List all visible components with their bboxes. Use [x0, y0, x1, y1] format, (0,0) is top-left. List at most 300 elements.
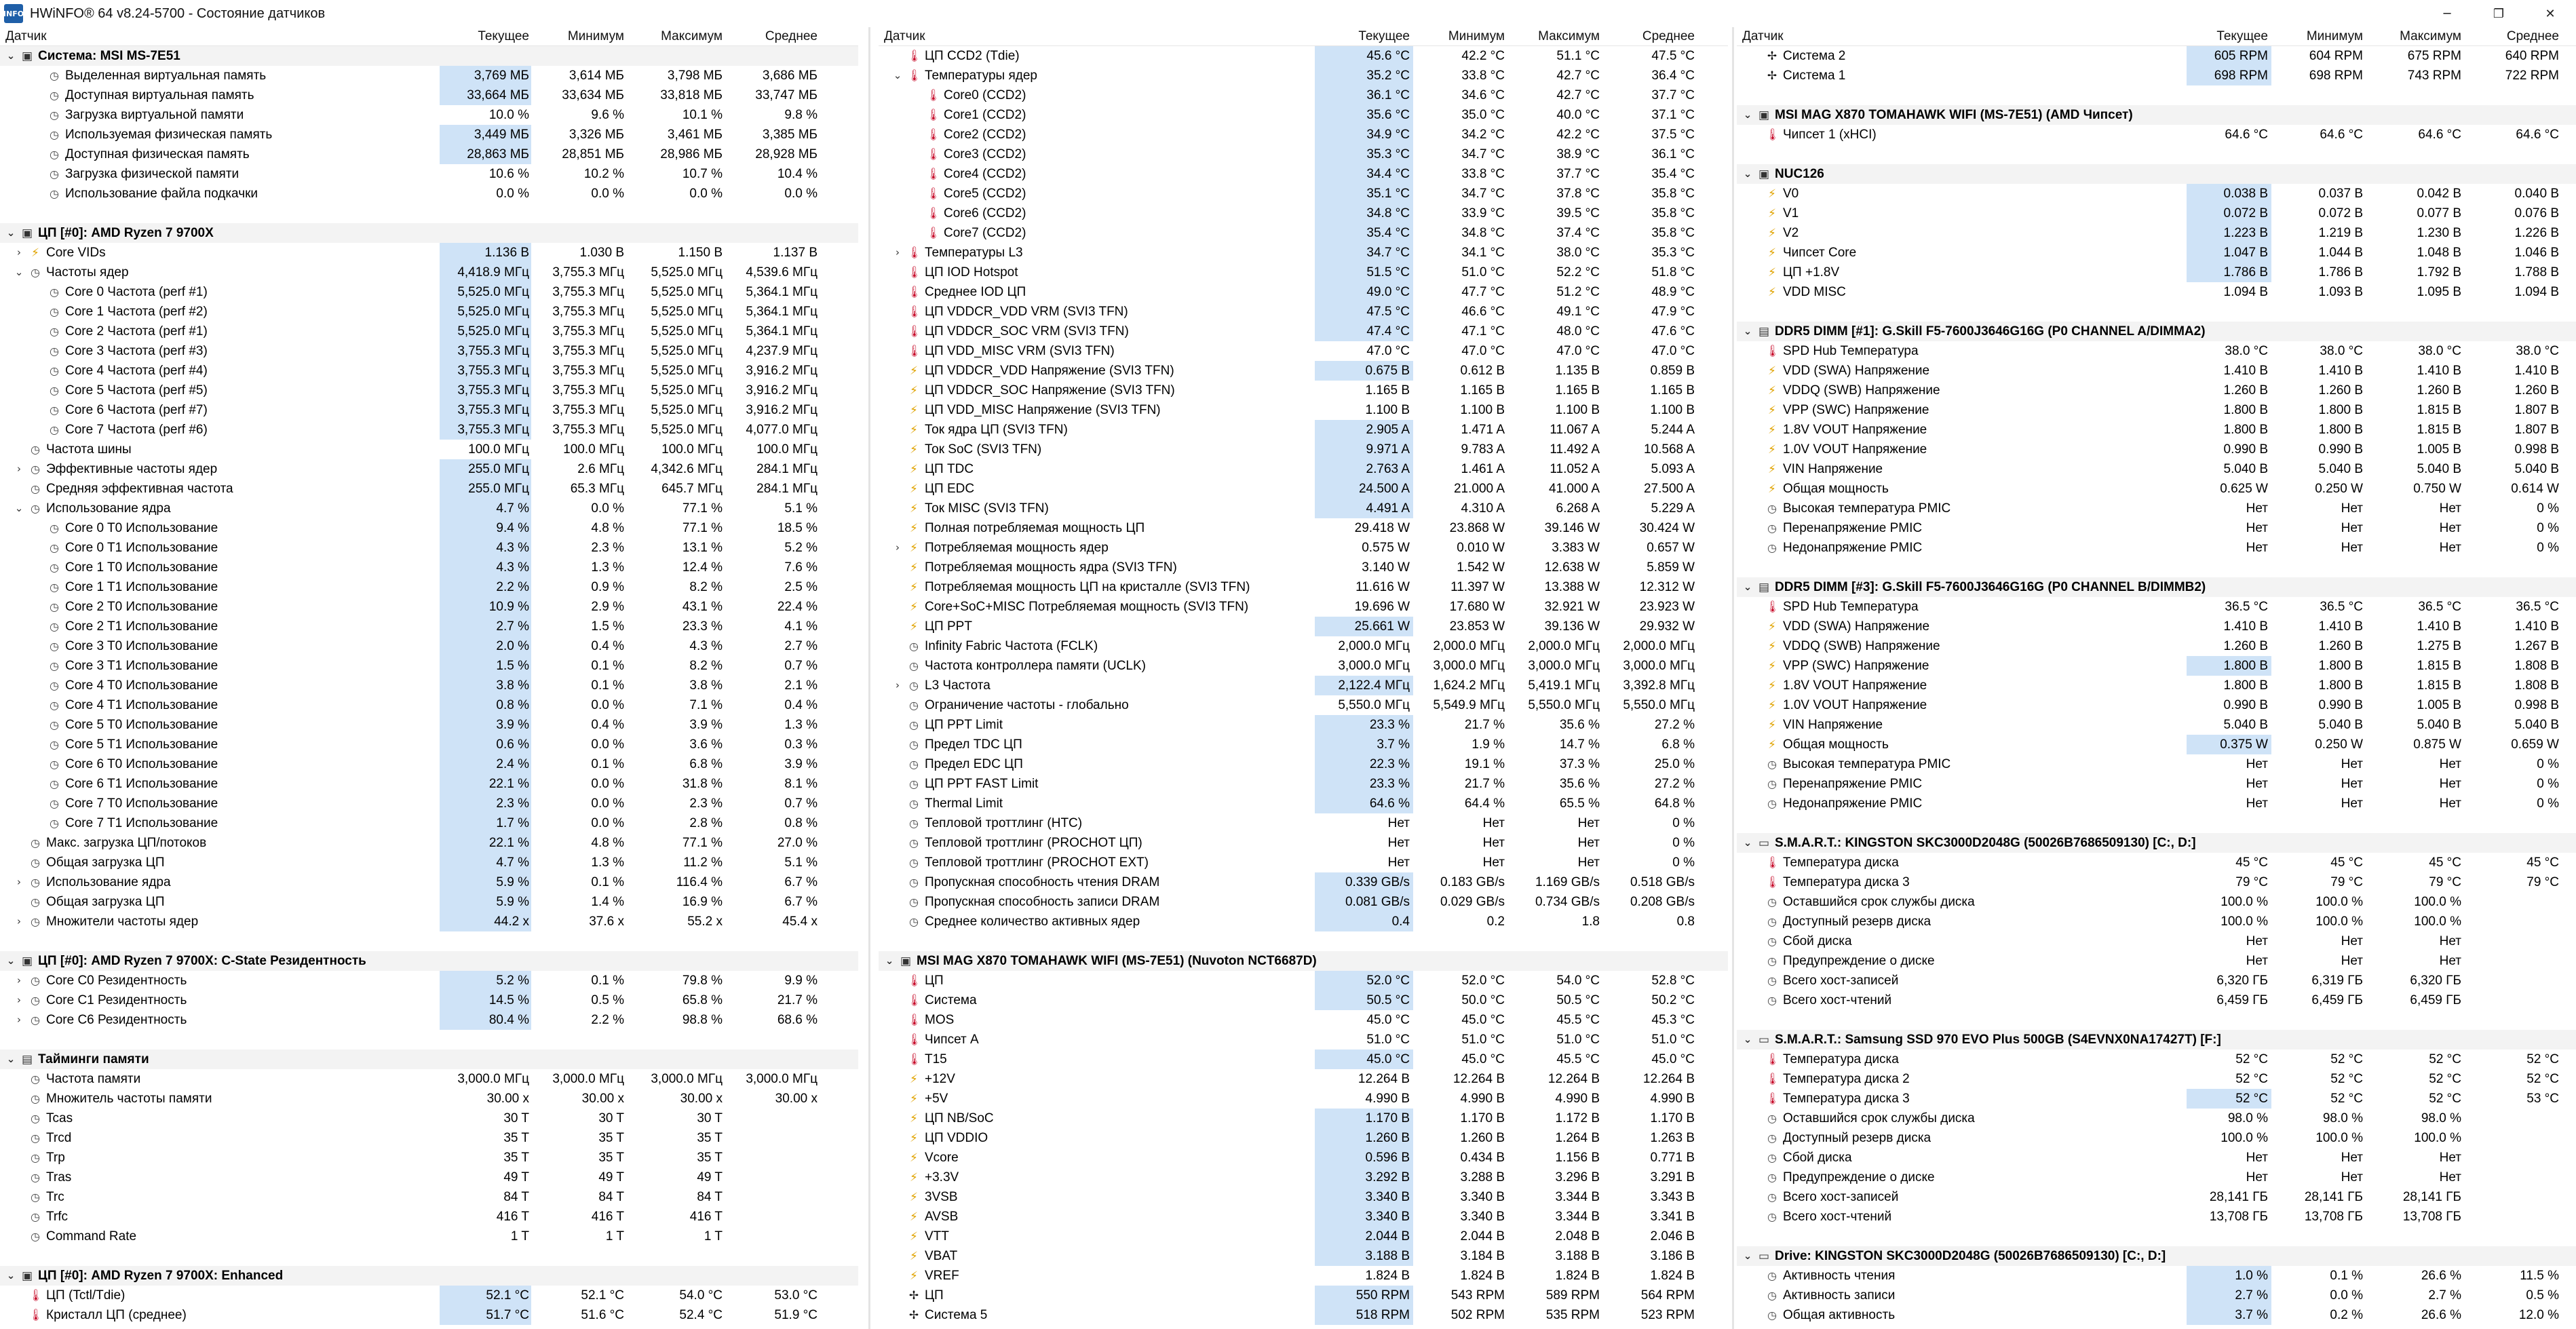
collapse-chevron-icon[interactable]: ⌄: [6, 1053, 16, 1065]
sensor-name: Использование файла подкачки: [65, 187, 258, 201]
minimize-button[interactable]: [2421, 0, 2473, 27]
sensor-row[interactable]: [0, 479, 858, 499]
sensor-group-header[interactable]: [1737, 105, 2576, 125]
sensor-row[interactable]: [1737, 459, 2576, 479]
min-value: Нет: [2341, 934, 2363, 948]
sensor-row[interactable]: [879, 833, 1728, 853]
sensor-row[interactable]: [1737, 518, 2576, 538]
sensor-row[interactable]: [879, 85, 1728, 105]
max-value: 0.750 W: [2413, 482, 2461, 496]
sensor-row[interactable]: [0, 341, 858, 361]
sensor-name: Использование ядра: [46, 875, 171, 889]
sensor-row[interactable]: [0, 1148, 858, 1168]
clock-gauge-icon: ◷: [50, 620, 59, 633]
sensor-row[interactable]: [1737, 695, 2576, 715]
sensor-row[interactable]: [879, 322, 1728, 341]
sensor-row[interactable]: [879, 1030, 1728, 1049]
sensor-group-header[interactable]: [0, 1266, 858, 1286]
chip-icon: ▣: [21, 1269, 33, 1283]
sensor-row[interactable]: [879, 1266, 1728, 1286]
sensor-row[interactable]: [0, 754, 858, 774]
sensor-row[interactable]: [0, 459, 858, 479]
sensor-row[interactable]: [0, 695, 858, 715]
expand-chevron-icon[interactable]: ›: [17, 1014, 21, 1026]
sensor-row[interactable]: [0, 676, 858, 695]
expand-chevron-icon[interactable]: ›: [17, 915, 21, 927]
sensor-row[interactable]: [1737, 951, 2576, 971]
sensor-row[interactable]: [0, 381, 858, 400]
sensor-group-header[interactable]: [1737, 322, 2576, 341]
sensor-row[interactable]: [1737, 735, 2576, 754]
sensor-row[interactable]: [879, 420, 1728, 440]
sensor-row[interactable]: [0, 322, 858, 341]
sensor-row[interactable]: [879, 145, 1728, 164]
column-header-avg[interactable]: Среднее: [1642, 29, 1695, 43]
sensor-row[interactable]: [1737, 1266, 2576, 1286]
sensor-row[interactable]: [879, 302, 1728, 322]
avg-value: 9.9 %: [784, 974, 818, 988]
sensor-row[interactable]: [1737, 636, 2576, 656]
sensor-row[interactable]: [0, 66, 858, 85]
max-value: 51.0 °C: [1556, 1033, 1600, 1047]
column-header-current[interactable]: Текущее: [2216, 29, 2268, 43]
sensor-row[interactable]: [0, 1207, 858, 1227]
sensor-row[interactable]: [879, 164, 1728, 184]
sensor-row[interactable]: [1737, 204, 2576, 223]
sensor-row[interactable]: [879, 1246, 1728, 1266]
sensor-row[interactable]: [879, 1168, 1728, 1187]
sensor-row[interactable]: [1737, 538, 2576, 558]
sensor-row[interactable]: [879, 282, 1728, 302]
avg-value: 47.0 °C: [1651, 344, 1695, 358]
expand-chevron-icon[interactable]: ›: [17, 974, 21, 986]
sensor-row[interactable]: [1737, 774, 2576, 794]
max-value: 54.0 °C: [1556, 974, 1600, 988]
max-value: 0.875 W: [2413, 737, 2461, 752]
sensor-row[interactable]: [1737, 1207, 2576, 1227]
sensor-row[interactable]: [879, 1089, 1728, 1109]
sensor-row[interactable]: [1737, 440, 2576, 459]
sensor-row[interactable]: [879, 774, 1728, 794]
sensor-group-header[interactable]: [0, 223, 858, 243]
avg-value: 1.808 В: [2514, 678, 2559, 693]
sensor-row[interactable]: [0, 1128, 858, 1148]
sensor-row[interactable]: [1737, 282, 2576, 302]
avg-value: 5.1 %: [784, 501, 818, 516]
expand-chevron-icon[interactable]: ›: [896, 246, 900, 258]
sensor-pane-2[interactable]: [879, 27, 1728, 1329]
sensor-row[interactable]: [0, 990, 858, 1010]
sensor-row[interactable]: [879, 656, 1728, 676]
clock-gauge-icon: ◷: [50, 168, 59, 180]
collapse-chevron-icon[interactable]: ⌄: [1743, 1250, 1752, 1262]
collapse-chevron-icon[interactable]: ⌄: [6, 1269, 16, 1282]
sensor-row[interactable]: [1737, 361, 2576, 381]
sensor-row[interactable]: [879, 1148, 1728, 1168]
collapse-chevron-icon[interactable]: ⌄: [14, 266, 24, 278]
min-value: 1.3 %: [591, 560, 624, 575]
sensor-row[interactable]: [0, 558, 858, 577]
collapse-chevron-icon[interactable]: ⌄: [6, 955, 16, 967]
sensor-row[interactable]: [0, 1168, 858, 1187]
expand-chevron-icon[interactable]: ›: [17, 994, 21, 1006]
sensor-row[interactable]: [0, 735, 858, 754]
collapse-chevron-icon[interactable]: ⌄: [893, 69, 902, 81]
maximize-button[interactable]: [2473, 0, 2524, 27]
sensor-row[interactable]: [1737, 223, 2576, 243]
sensor-row[interactable]: [0, 617, 858, 636]
sensor-row[interactable]: [879, 1305, 1728, 1325]
current-value: 255.0 МГц: [468, 482, 529, 496]
sensor-row[interactable]: [879, 813, 1728, 833]
sensor-row[interactable]: [1737, 263, 2576, 282]
collapse-chevron-icon[interactable]: ⌄: [6, 50, 16, 62]
collapse-chevron-icon[interactable]: ⌄: [1743, 836, 1752, 849]
sensor-name: MOS: [925, 1013, 955, 1027]
sensor-row[interactable]: [0, 853, 858, 872]
sensor-row[interactable]: [0, 1010, 858, 1030]
sensor-group-header[interactable]: [0, 46, 858, 66]
min-value: 3.288 В: [1460, 1170, 1505, 1184]
sensor-row[interactable]: [1737, 1286, 2576, 1305]
sensor-row[interactable]: [0, 145, 858, 164]
sensor-row[interactable]: [879, 735, 1728, 754]
sensor-row[interactable]: [879, 1010, 1728, 1030]
sensor-name: Чипсет Core: [1783, 246, 1857, 260]
sensor-row[interactable]: [1737, 1069, 2576, 1089]
sensor-row[interactable]: [0, 794, 858, 813]
sensor-row[interactable]: [0, 420, 858, 440]
sensor-row[interactable]: [0, 361, 858, 381]
pane-separator[interactable]: [868, 27, 870, 1329]
sensor-row[interactable]: [1737, 381, 2576, 400]
sensor-group-header[interactable]: [879, 951, 1728, 971]
sensor-row[interactable]: [0, 872, 858, 892]
sensor-row[interactable]: [879, 1227, 1728, 1246]
current-value: 100.0 %: [2221, 1131, 2268, 1145]
sensor-row[interactable]: [0, 597, 858, 617]
sensor-row[interactable]: [1737, 1109, 2576, 1128]
collapse-chevron-icon[interactable]: ⌄: [1743, 109, 1752, 121]
sensor-row[interactable]: [1737, 872, 2576, 892]
sensor-group-header[interactable]: [1737, 833, 2576, 853]
sensor-row[interactable]: [0, 656, 858, 676]
avg-value: 47.5 °C: [1651, 49, 1695, 63]
sensor-row[interactable]: [879, 223, 1728, 243]
sensor-row[interactable]: [0, 518, 858, 538]
sensor-row[interactable]: [0, 833, 858, 853]
sensor-name: ЦП EDC: [925, 482, 975, 496]
sensor-row[interactable]: [879, 440, 1728, 459]
sensor-row[interactable]: [0, 125, 858, 145]
sensor-row[interactable]: [0, 1109, 858, 1128]
max-value: 1.8: [1581, 914, 1600, 929]
sensor-row[interactable]: [879, 518, 1728, 538]
sensor-row[interactable]: [0, 243, 858, 263]
current-value: Нет: [2246, 521, 2268, 535]
sensor-row[interactable]: [879, 184, 1728, 204]
sensor-row[interactable]: [879, 204, 1728, 223]
min-value: 35 T: [598, 1151, 624, 1165]
sensor-row[interactable]: [879, 381, 1728, 400]
sensor-name: Система: [925, 993, 977, 1007]
sensor-row[interactable]: [0, 971, 858, 990]
sensor-row[interactable]: [879, 715, 1728, 735]
sensor-row[interactable]: [0, 715, 858, 735]
sensor-name: Trcd: [46, 1131, 72, 1145]
sensor-group-header[interactable]: [0, 1049, 858, 1069]
sensor-row[interactable]: [1737, 597, 2576, 617]
sensor-name: +12V: [925, 1072, 955, 1086]
sensor-row[interactable]: [1737, 400, 2576, 420]
sensor-row[interactable]: [1737, 479, 2576, 499]
sensor-row[interactable]: [879, 66, 1728, 85]
sensor-row[interactable]: [1737, 420, 2576, 440]
sensor-row[interactable]: [879, 361, 1728, 381]
sensor-group-header[interactable]: [1737, 1246, 2576, 1266]
sensor-row[interactable]: [1737, 990, 2576, 1010]
sensor-group-header[interactable]: [0, 951, 858, 971]
sensor-row[interactable]: [879, 105, 1728, 125]
min-value: 30 T: [598, 1111, 624, 1125]
sensor-row[interactable]: [879, 263, 1728, 282]
sensor-row[interactable]: [0, 263, 858, 282]
sensor-name: ЦП PPT Limit: [925, 718, 1003, 732]
lightning-icon: ⚡: [910, 1073, 918, 1086]
max-value: 8.2 %: [689, 659, 723, 673]
sensor-row[interactable]: [879, 499, 1728, 518]
sensor-row[interactable]: [879, 971, 1728, 990]
pane-separator[interactable]: [1732, 27, 1734, 1329]
sensor-row[interactable]: [0, 184, 858, 204]
sensor-row[interactable]: [0, 1305, 858, 1325]
sensor-row[interactable]: [879, 243, 1728, 263]
sensor-row[interactable]: [879, 853, 1728, 872]
sensor-row[interactable]: [1737, 46, 2576, 66]
current-value: 4.7 %: [496, 501, 529, 516]
sensor-row[interactable]: [1737, 1148, 2576, 1168]
thermometer-icon: 🌡: [907, 345, 922, 358]
sensor-row[interactable]: [0, 302, 858, 322]
current-value: 3.9 %: [496, 718, 529, 732]
sensor-row[interactable]: [879, 1286, 1728, 1305]
sensor-row[interactable]: [879, 1207, 1728, 1227]
sensor-row[interactable]: [1737, 892, 2576, 912]
sensor-name: Система 2: [1783, 49, 1846, 63]
sensor-row[interactable]: [1737, 499, 2576, 518]
sensor-row[interactable]: [879, 46, 1728, 66]
sensor-row[interactable]: [879, 617, 1728, 636]
min-value: 1.800 В: [2318, 423, 2363, 437]
avg-value: 45.3 °C: [1651, 1013, 1695, 1027]
sensor-row[interactable]: [1737, 243, 2576, 263]
sensor-row[interactable]: [0, 1187, 858, 1207]
sensor-name: VDDQ (SWB) Напряжение: [1783, 383, 1940, 398]
sensor-row[interactable]: [879, 872, 1728, 892]
sensor-row[interactable]: [879, 1187, 1728, 1207]
sensor-row[interactable]: [1737, 1187, 2576, 1207]
sensor-name: Множитель частоты памяти: [46, 1092, 212, 1106]
sensor-row[interactable]: [879, 459, 1728, 479]
sensor-row[interactable]: [1737, 184, 2576, 204]
collapse-chevron-icon[interactable]: ⌄: [1743, 1033, 1752, 1045]
sensor-row[interactable]: [1737, 715, 2576, 735]
sensor-row[interactable]: [879, 754, 1728, 774]
sensor-row[interactable]: [879, 1128, 1728, 1148]
sensor-row[interactable]: [1737, 931, 2576, 951]
column-header-avg[interactable]: Среднее: [2506, 29, 2559, 43]
max-value: 5,419.1 МГц: [1528, 678, 1600, 693]
sensor-row[interactable]: [1737, 617, 2576, 636]
sensor-group-header[interactable]: [1737, 1030, 2576, 1049]
avg-value: 36.1 °C: [1651, 147, 1695, 161]
sensor-row[interactable]: [0, 892, 858, 912]
sensor-row[interactable]: [879, 479, 1728, 499]
sensor-row[interactable]: [1737, 794, 2576, 813]
sensor-row[interactable]: [0, 636, 858, 656]
sensor-row[interactable]: [1737, 1168, 2576, 1187]
avg-value: 68.6 %: [777, 1013, 818, 1027]
sensor-pane-1[interactable]: [0, 27, 858, 1329]
sensor-row[interactable]: [1737, 853, 2576, 872]
sensor-row[interactable]: [0, 1069, 858, 1089]
avg-value: 0 %: [2537, 541, 2559, 555]
sensor-row[interactable]: [1737, 754, 2576, 774]
sensor-row[interactable]: [1737, 125, 2576, 145]
sensor-row[interactable]: [879, 1069, 1728, 1089]
collapse-chevron-icon[interactable]: ⌄: [885, 955, 894, 967]
sensor-row[interactable]: [0, 1227, 858, 1246]
sensor-row[interactable]: [879, 892, 1728, 912]
sensor-row[interactable]: [0, 577, 858, 597]
sensor-row[interactable]: [0, 282, 858, 302]
expand-chevron-icon[interactable]: ›: [17, 463, 21, 475]
current-value: 3.188 В: [1365, 1249, 1410, 1263]
sensor-group-header[interactable]: [1737, 577, 2576, 597]
sensor-name: Среднее количество активных ядер: [925, 914, 1140, 929]
min-value: 100.0 %: [2315, 914, 2363, 929]
sensor-row[interactable]: [879, 695, 1728, 715]
collapse-chevron-icon[interactable]: ⌄: [14, 502, 24, 514]
clock-gauge-icon: ◷: [31, 974, 40, 987]
collapse-chevron-icon[interactable]: ⌄: [6, 227, 16, 239]
chip-icon: ▣: [900, 955, 912, 968]
sensor-row[interactable]: [1737, 1089, 2576, 1109]
column-header-min[interactable]: Минимум: [2306, 29, 2363, 43]
sensor-row[interactable]: [879, 990, 1728, 1010]
max-value: 77.1 %: [682, 521, 723, 535]
sensor-row[interactable]: [0, 400, 858, 420]
sensor-row[interactable]: [879, 597, 1728, 617]
expand-chevron-icon[interactable]: ›: [17, 876, 21, 888]
min-value: 1.410 В: [2318, 364, 2363, 378]
min-value: 1.260 В: [1460, 1131, 1505, 1145]
column-header-max[interactable]: Максимум: [1538, 29, 1600, 43]
expand-chevron-icon[interactable]: ›: [17, 246, 21, 258]
max-value: 5,525.0 МГц: [651, 285, 723, 299]
sensor-row[interactable]: [879, 341, 1728, 361]
column-header-avg[interactable]: Среднее: [765, 29, 818, 43]
current-value: 2.7 %: [2235, 1288, 2268, 1303]
column-header-sensor[interactable]: Датчик: [884, 29, 925, 43]
sensor-row[interactable]: [879, 912, 1728, 931]
sensor-row[interactable]: [879, 400, 1728, 420]
column-header-max[interactable]: Максимум: [2400, 29, 2461, 43]
min-value: 0.1 %: [591, 757, 624, 771]
sensor-group-header[interactable]: [1737, 164, 2576, 184]
column-header-sensor[interactable]: Датчик: [1742, 29, 1784, 43]
sensor-row[interactable]: [879, 577, 1728, 597]
avg-value: 4.1 %: [784, 619, 818, 634]
expand-chevron-icon[interactable]: ›: [896, 541, 900, 554]
sensor-pane-3[interactable]: [1737, 27, 2576, 1329]
sensor-row[interactable]: [1737, 341, 2576, 361]
column-header-sensor[interactable]: Датчик: [5, 29, 47, 43]
close-button[interactable]: [2524, 0, 2576, 27]
sensor-row[interactable]: [0, 1286, 858, 1305]
sensor-row[interactable]: [0, 813, 858, 833]
min-value: 3,000.0 МГц: [1433, 659, 1505, 673]
column-header-min[interactable]: Минимум: [1448, 29, 1505, 43]
sensor-row[interactable]: [1737, 66, 2576, 85]
sensor-row[interactable]: [0, 105, 858, 125]
sensor-row[interactable]: [0, 912, 858, 931]
spacer-row: [1737, 813, 2576, 833]
sensor-row[interactable]: [0, 538, 858, 558]
sensor-row[interactable]: [0, 440, 858, 459]
collapse-chevron-icon[interactable]: ⌄: [1743, 325, 1752, 337]
sensor-name: Core 4 Частота (perf #4): [65, 364, 208, 378]
sensor-row[interactable]: [1737, 912, 2576, 931]
collapse-chevron-icon[interactable]: ⌄: [1743, 168, 1752, 180]
sensor-row[interactable]: [0, 1089, 858, 1109]
sensor-row[interactable]: [1737, 1049, 2576, 1069]
sensor-row[interactable]: [1737, 656, 2576, 676]
sensor-row[interactable]: [879, 1049, 1728, 1069]
collapse-chevron-icon[interactable]: ⌄: [1743, 581, 1752, 593]
column-header-current[interactable]: Текущее: [478, 29, 529, 43]
max-value: Нет: [2439, 934, 2461, 948]
clock-gauge-icon: ◷: [31, 1092, 40, 1105]
max-value: 40.0 °C: [1556, 108, 1600, 122]
column-header-min[interactable]: Минимум: [567, 29, 624, 43]
sensor-row[interactable]: [879, 676, 1728, 695]
sensor-row[interactable]: [0, 85, 858, 105]
expand-chevron-icon[interactable]: ›: [896, 679, 900, 691]
avg-value: 1.824 В: [1650, 1269, 1695, 1283]
min-value: 2.2 %: [591, 1013, 624, 1027]
sensor-row[interactable]: [1737, 1128, 2576, 1148]
column-header-max[interactable]: Максимум: [661, 29, 723, 43]
sensor-row[interactable]: [879, 636, 1728, 656]
min-value: 1.542 W: [1457, 560, 1505, 575]
sensor-row[interactable]: [0, 774, 858, 794]
sensor-row[interactable]: [879, 538, 1728, 558]
sensor-row[interactable]: [1737, 676, 2576, 695]
avg-value: 35.8 °C: [1651, 206, 1695, 220]
sensor-row[interactable]: [879, 558, 1728, 577]
sensor-row[interactable]: [879, 125, 1728, 145]
sensor-row[interactable]: [0, 499, 858, 518]
sensor-row[interactable]: [0, 164, 858, 184]
column-header-current[interactable]: Текущее: [1358, 29, 1410, 43]
sensor-row[interactable]: [1737, 1305, 2576, 1325]
sensor-row[interactable]: [1737, 971, 2576, 990]
sensor-row[interactable]: [879, 1109, 1728, 1128]
current-value: Нет: [1387, 816, 1410, 830]
min-value: 3,000.0 МГц: [552, 1072, 624, 1086]
sensor-row[interactable]: [879, 794, 1728, 813]
